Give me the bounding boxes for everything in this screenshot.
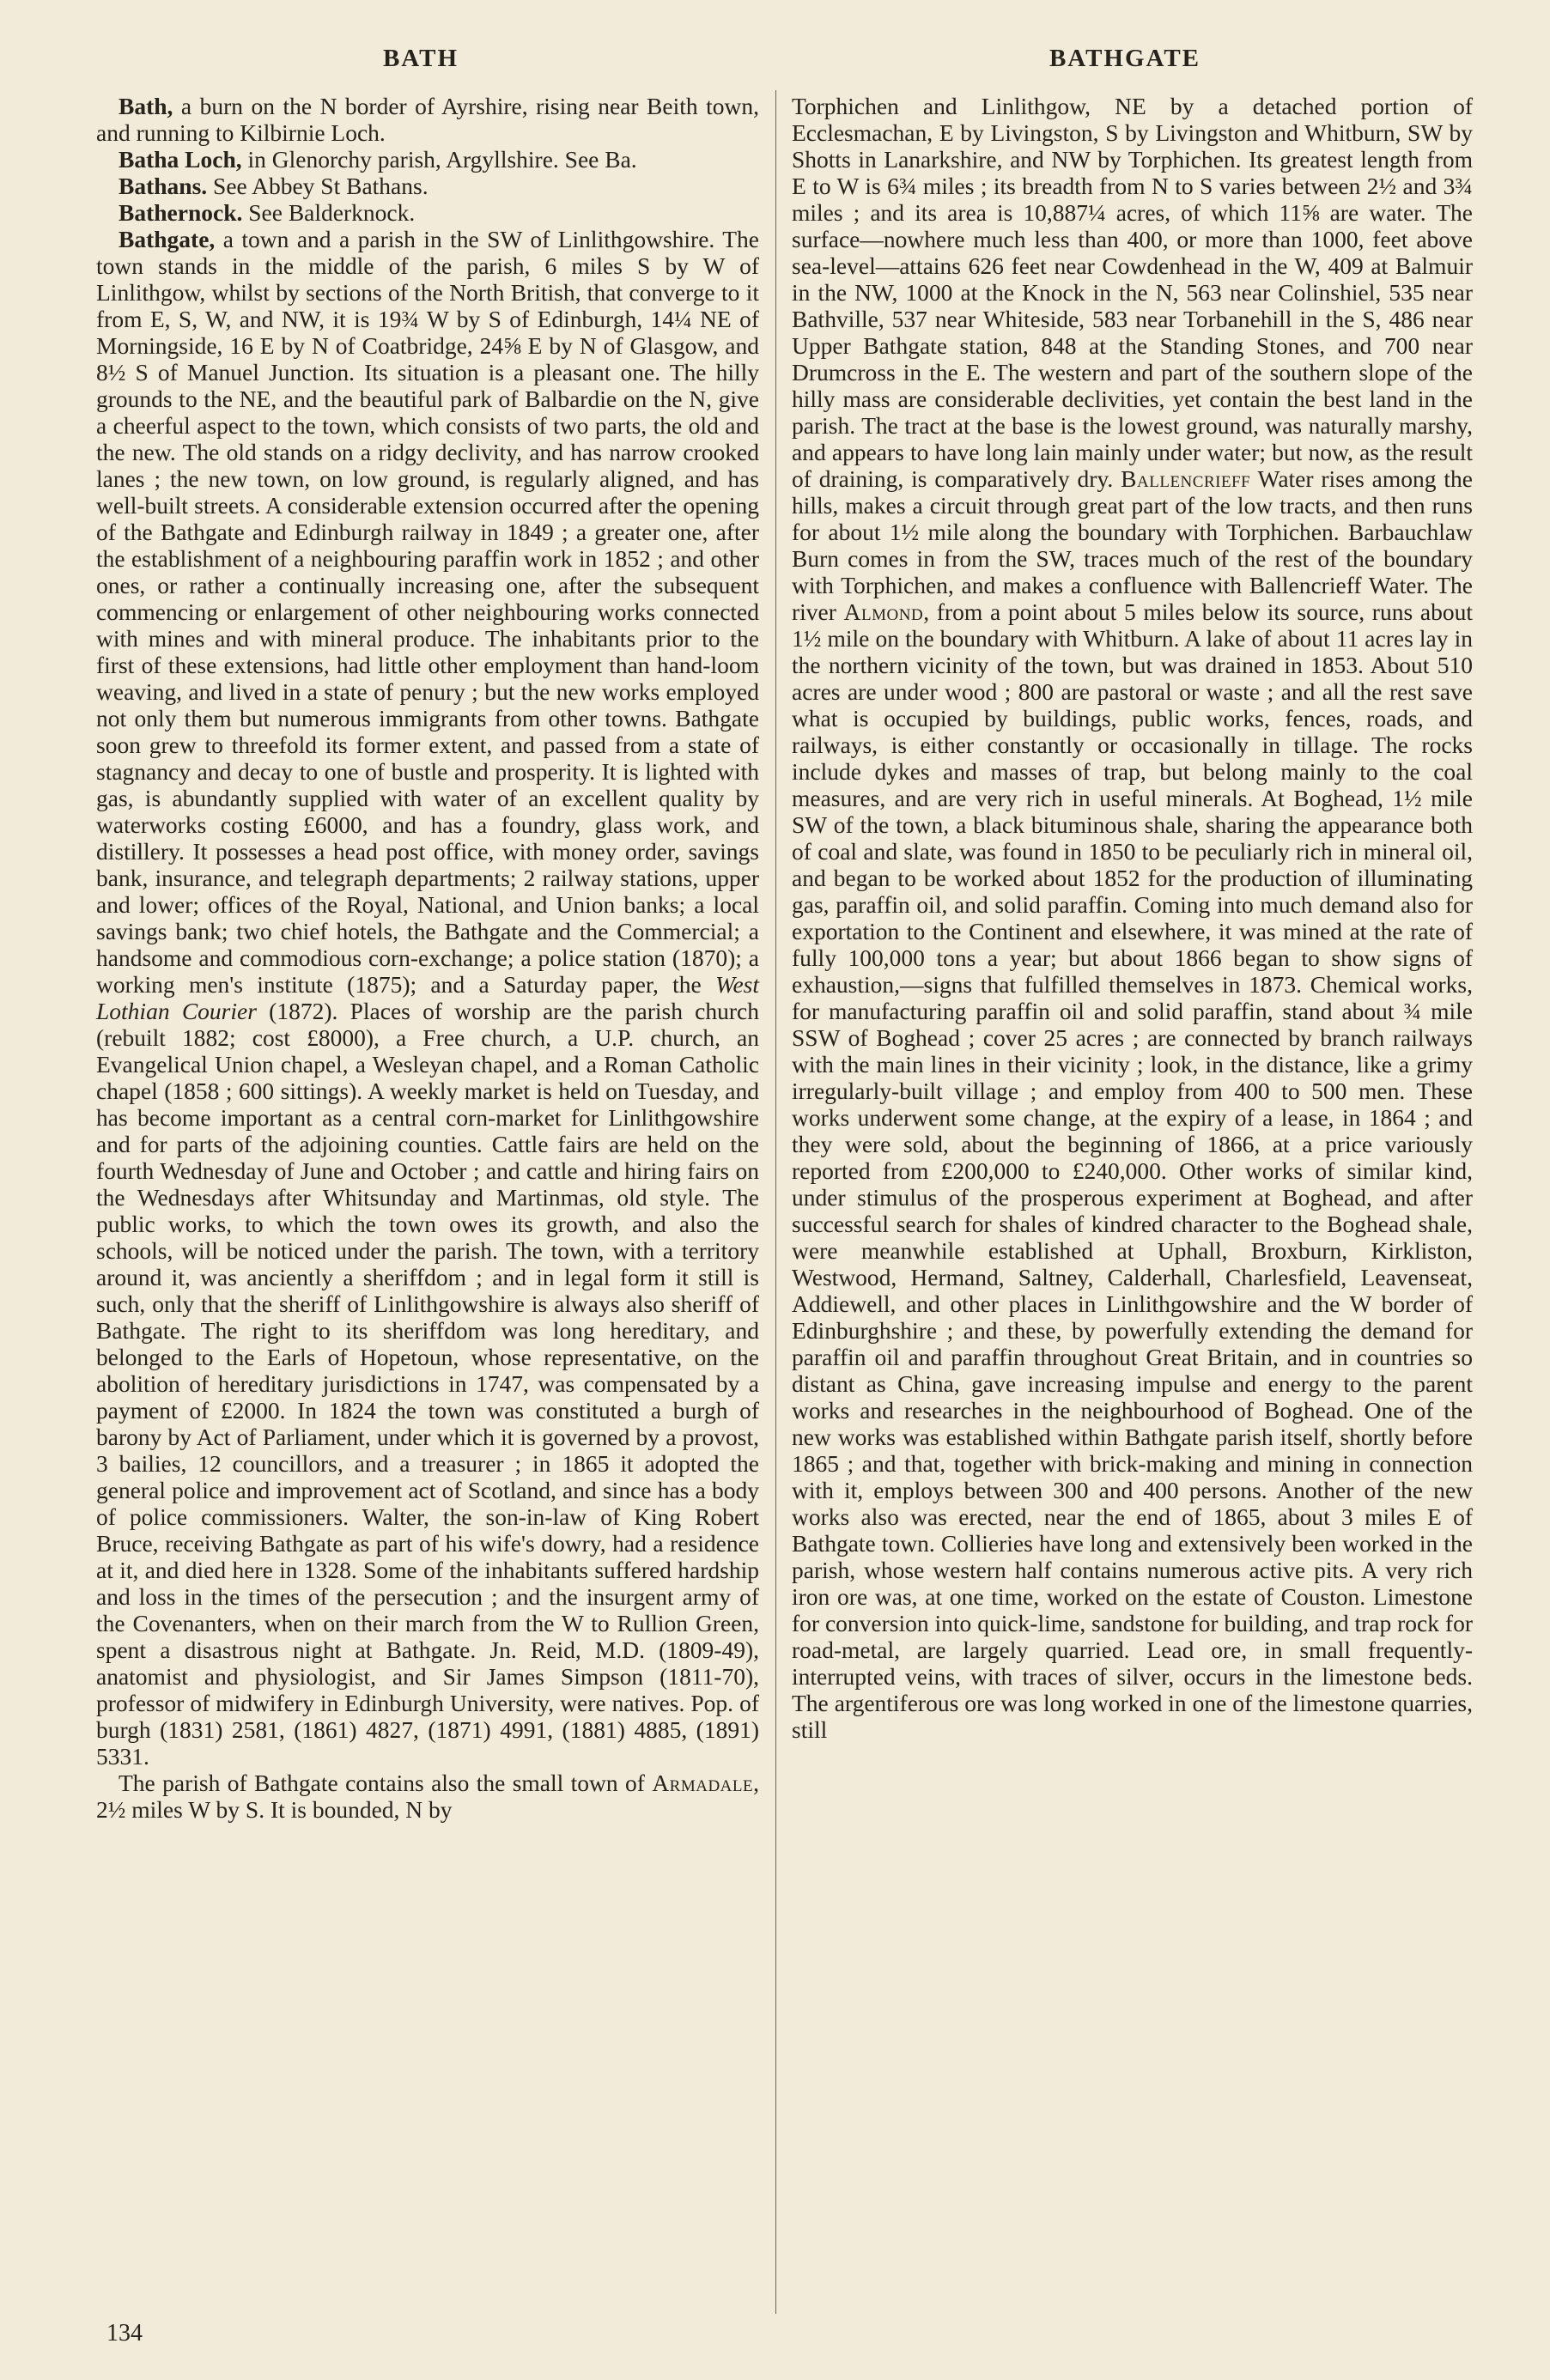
left-column (96, 93, 759, 1823)
entry-bath (96, 93, 759, 146)
entry-text: Water rises among the hills, makes a circuit through great part of the low tracts, and then runs for about 1½ mile along the boundary with Torphichen. Barbauchlaw Burn comes in from the SW, traces much of the rest of the boundary with Torphichen, and makes a confluence with Ballencrieff Water. The river (792, 465, 1473, 625)
entry-bathans (96, 173, 759, 199)
entry-text: in Glenorchy parish, Argyllshire. See Ba. (241, 146, 637, 173)
entry-bathgate (96, 226, 759, 1770)
entry-batha-loch (96, 146, 759, 173)
entry-text: a burn on the N border of Ayrshire, rising near Beith town, and running to Kilbirnie Loch. (96, 93, 759, 146)
cross-reference: Armadale (652, 1770, 754, 1796)
column-divider (775, 90, 776, 2314)
entry-text: The parish of Bathgate contains also the small town of (119, 1770, 653, 1796)
entry-heading: Bathgate, (119, 226, 216, 252)
entry-text: a town and a parish in the SW of Linlithgowshire. The town stands in the middle of the parish, 6 miles S by W of Linlithgow, whilst by sections of the North British, that converge to it from E, S, W, and NW, it is 19¾ W by S of Edinburgh, 14¼ NE of Morningside, 16 E by N of Coatbridge, 24⅝ E by N of Glasgow, and 8½ S of Manuel Junction. Its situation is a pleasant one. The hilly grounds to the NE, and the beautiful park of Balbardie on the N, give a cheerful aspect to the town, which consists of two parts, the old and the new. The old stands on a ridgy declivity, and has narrow crooked lanes ; the new town, on low ground, is regularly aligned, and has well-built streets. A considerable extension occurred after the opening of the Bathgate and Edinburgh railway in 1849 ; a greater one, after the establishment of a neighbouring paraffin work in 1852 ; and other ones, or rather a continually increasing one, after the subsequent commencing or enlargement of other neighbouring works connected with mines and with mineral produce. The inhabitants prior to the first of these extensions, had little other employment than hand-loom weaving, and lived in a state of penury ; but the new works employed not only them but numerous immigrants from other towns. Bathgate soon grew to threefold its former extent, and passed from a state of stagnancy and decay to one of bustle and prosperity. It is lighted with gas, is abundantly supplied with water of an excellent quality by waterworks costing £6000, and has a foundry, glass work, and distillery. It possesses a head post office, with money order, savings bank, insurance, and telegraph departments; 2 railway stations, upper and lower; offices of the Royal, National, and Union banks; a local savings bank; two chief hotels, the Bathgate and the Commercial; a handsome and commodious corn-exchange; a police station (1870); a working men's institute (1875); and a Saturday paper, the (96, 226, 759, 998)
entry-text-continued: (1872). Places of worship are the parish church (rebuilt 1882; cost £8000), a Free church, a U.P. church, an Evangelical Union chapel, a Wesleyan chapel, and a Roman Catholic chapel (1858 ; 600 sittings). A weekly market is held on Tuesday, and has become important as a central corn-market for Linlithgowshire and for parts of the adjoining counties. Cattle fairs are held on the fourth Wednesday of June and October ; and cattle and hiring fairs on the Wednesdays after Whitsunday and Martinmas, old style. The public works, to which the town owes its growth, and also the schools, will be noticed under the parish. The town, with a territory around it, was anciently a sheriffdom ; and in legal form it still is such, only that the sheriff of Linlithgowshire is always also sheriff of Bathgate. The right to its sheriffdom was long hereditary, and belonged to the Earls of Hopetoun, whose representative, on the abolition of hereditary jurisdictions in 1747, was compensated by a payment of £2000. In 1824 the town was constituted a burgh of barony by Act of Parliament, under which it is governed by a provost, 3 bailies, 12 councillors, and a treasurer ; in 1865 it adopted the general police and improvement act of Scotland, and since has a body of police commissioners. Walter, the son-in-law of King Robert Bruce, receiving Bathgate as part of his wife's dowry, had a residence at it, and died here in 1328. Some of the inhabitants suffered hardship and loss in the times of the persecution ; and the insurgent army of the Covenanters, when on their march from the W to Rullion Green, spent a disastrous night at Bathgate. Jn. Reid, M.D. (1809-49), anatomist and physiologist, and Sir James Simpson (1811-70), professor of midwifery in Edinburgh University, were natives. Pop. of burgh (1831) 2581, (1861) 4827, (1871) 4991, (1881) 4885, (1891) 5331. (96, 998, 760, 1770)
newspaper-title: West Lothian Courier (96, 971, 759, 1024)
cross-reference: Ballencrieff (1121, 465, 1251, 492)
entry-heading: Bathernock. (119, 199, 243, 226)
entry-text: Torphichen and Linlithgow, NE by a detached portion of Ecclesmachan, E by Livingston, S by Livingston and Whitburn, SW by Shotts in Lanarkshire, and NW by Torphichen. Its greatest length from E to W is 6¾ miles ; its breadth from N to S varies between 2½ and 3¾ miles ; and its area is 10,887¼ acres, of which 11⅝ are water. The surface—nowhere much less than 400, or more than 1000, feet above sea-level—attains 626 feet near Cowdenhead in the W, 409 at Balmuir in the NW, 1000 at the Knock in the N, 563 near Colinshiel, 535 near Bathville, 537 near Whiteside, 583 near Torbanehill in the S, 486 near Upper Bathgate station, 848 at the Standing Stones, and 700 near Drumcross in the E. The western and part of the southern slope of the hilly mass are considerable declivities, yet contain the best land in the parish. The tract at the base is the lowest ground, was naturally marshy, and appears to have long lain mainly under water; but now, as the result of draining, is comparatively dry. (792, 93, 1473, 492)
entry-bathernock (96, 199, 759, 226)
running-head-left: BATH (382, 45, 459, 72)
entry-heading: Batha Loch, (119, 146, 242, 173)
entry-text: See Abbey St Bathans. (207, 173, 429, 199)
entry-bathgate-parish-continued (792, 93, 1473, 1743)
running-head-right: BATHGATE (1049, 45, 1201, 72)
entry-text: , from a point about 5 miles below its source, runs about 1½ mile on the boundary with Whitburn. A lake of about 11 acres lay in the northern vicinity of the town, but was drained in 1853. About 510 acres are under wood ; 800 are pastoral or waste ; and all the rest save what is occupied by buildings, public works, fences, roads, and railways, is either constantly or occasionally in tillage. The rocks include dykes and masses of trap, but belong mainly to the coal measures, and are very rich in useful minerals. At Boghead, 1½ mile SW of the town, a black bituminous shale, sharing the appearance both of coal and slate, was found in 1850 to be peculiarly rich in mineral oil, and began to be worked about 1852 for the production of illuminating gas, paraffin oil, and solid paraffin. Coming into much demand also for exportation to the Continent and elsewhere, it was mined at the rate of fully 100,000 tons a year; but about 1866 began to show signs of exhaustion,—signs that fulfilled themselves in 1873. Chemical works, for manufacturing paraffin oil and solid paraffin, stand about ¾ mile SSW of Boghead ; cover 25 acres ; are connected by branch railways with the main lines in their vicinity ; look, in the distance, like a grimy irregularly-built village ; and employ from 400 to 500 men. These works underwent some change, at the expiry of a lease, in 1864 ; and they were sold, about the beginning of 1866, at a price variously reported from £200,000 to £240,000. Other works of similar kind, under stimulus of the prosperous experiment at Boghead, and after successful search for shales of kindred character to the Boghead shale, were meanwhile established at Uphall, Broxburn, Kirkliston, Westwood, Hermand, Saltney, Calderhall, Charlesfield, Leavenseat, Addiewell, and other places in Linlithgowshire and the W border of Edinburghshire ; and these, by powerfully extending the demand for paraffin oil and paraffin throughout Great Britain, and in countries so distant as China, gave increasing impulse and energy to the parent works and researches in the neighbourhood of Boghead. One of the new works was established within Bathgate parish itself, shortly before 1865 ; and that, together with brick-making and mining in connection with it, employs between 300 and 400 persons. Another of the new works also was erected, near the end of 1865, about 3 miles E of Bathgate town. Collieries have long and extensively been worked in the parish, whose western half contains numerous active pits. A very rich iron ore was, at one time, worked on the estate of Couston. Limestone for conversion into quick-lime, sandstone for building, and trap rock for road-metal, are largely quarried. Lead ore, in small frequently-interrupted veins, with traces of silver, occurs in the limestone beds. The argentiferous ore was long worked in one of the limestone quarries, still (792, 598, 1473, 1743)
entry-heading: Bathans. (119, 173, 208, 199)
entry-text-continued: , 2½ miles W by S. It is bounded, N by (96, 1770, 759, 1823)
entry-text: See Balderknock. (242, 199, 416, 226)
right-column (792, 93, 1473, 1743)
entry-heading: Bath, (119, 93, 173, 119)
cross-reference: Almond (843, 598, 924, 625)
page-number: 134 (106, 2320, 143, 2347)
entry-bathgate-parish (96, 1770, 759, 1823)
